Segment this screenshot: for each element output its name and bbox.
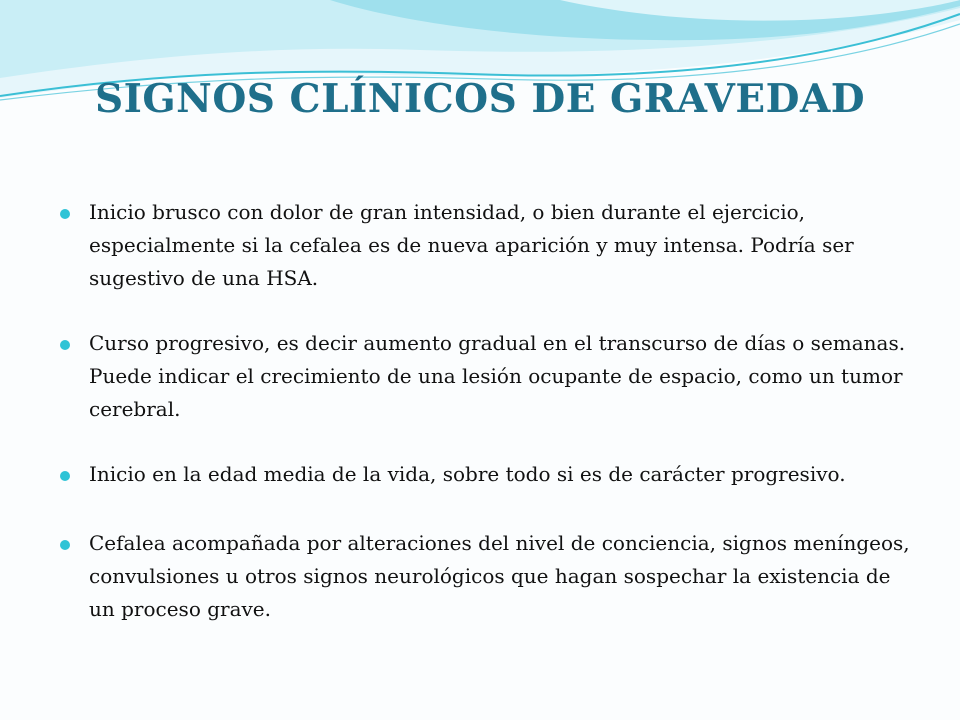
bullet-list <box>60 196 910 658</box>
bullet-item <box>60 196 910 295</box>
bullet-text: Curso progresivo, es decir aumento gradual en el transcurso de días o semanas. Puede indicar el crecimiento de una lesión ocupante de espacio, como un tumor cerebral. <box>89 331 906 421</box>
bullet-text: Cefalea acompañada por alteraciones del nivel de conciencia, signos meníngeos, convulsiones u otros signos neurológicos que hagan sospechar la existencia de un proceso grave. <box>89 531 910 621</box>
bullet-item <box>60 327 910 426</box>
bullet-text: Inicio en la edad media de la vida, sobre todo si es de carácter progresivo. <box>89 462 846 486</box>
bullet-dot-icon <box>60 540 70 550</box>
bullet-dot-icon <box>60 471 70 481</box>
bullet-dot-icon <box>60 209 70 219</box>
bullet-dot-icon <box>60 340 70 350</box>
slide-title: SIGNOS CLÍNICOS DE GRAVEDAD <box>94 76 866 122</box>
bullet-item <box>60 458 910 491</box>
bullet-text: Inicio brusco con dolor de gran intensidad, o bien durante el ejercicio, especialmente si la cefalea es de nueva aparición y muy intensa. Podría ser sugestivo de una HSA. <box>89 200 854 290</box>
bullet-item <box>60 527 910 626</box>
